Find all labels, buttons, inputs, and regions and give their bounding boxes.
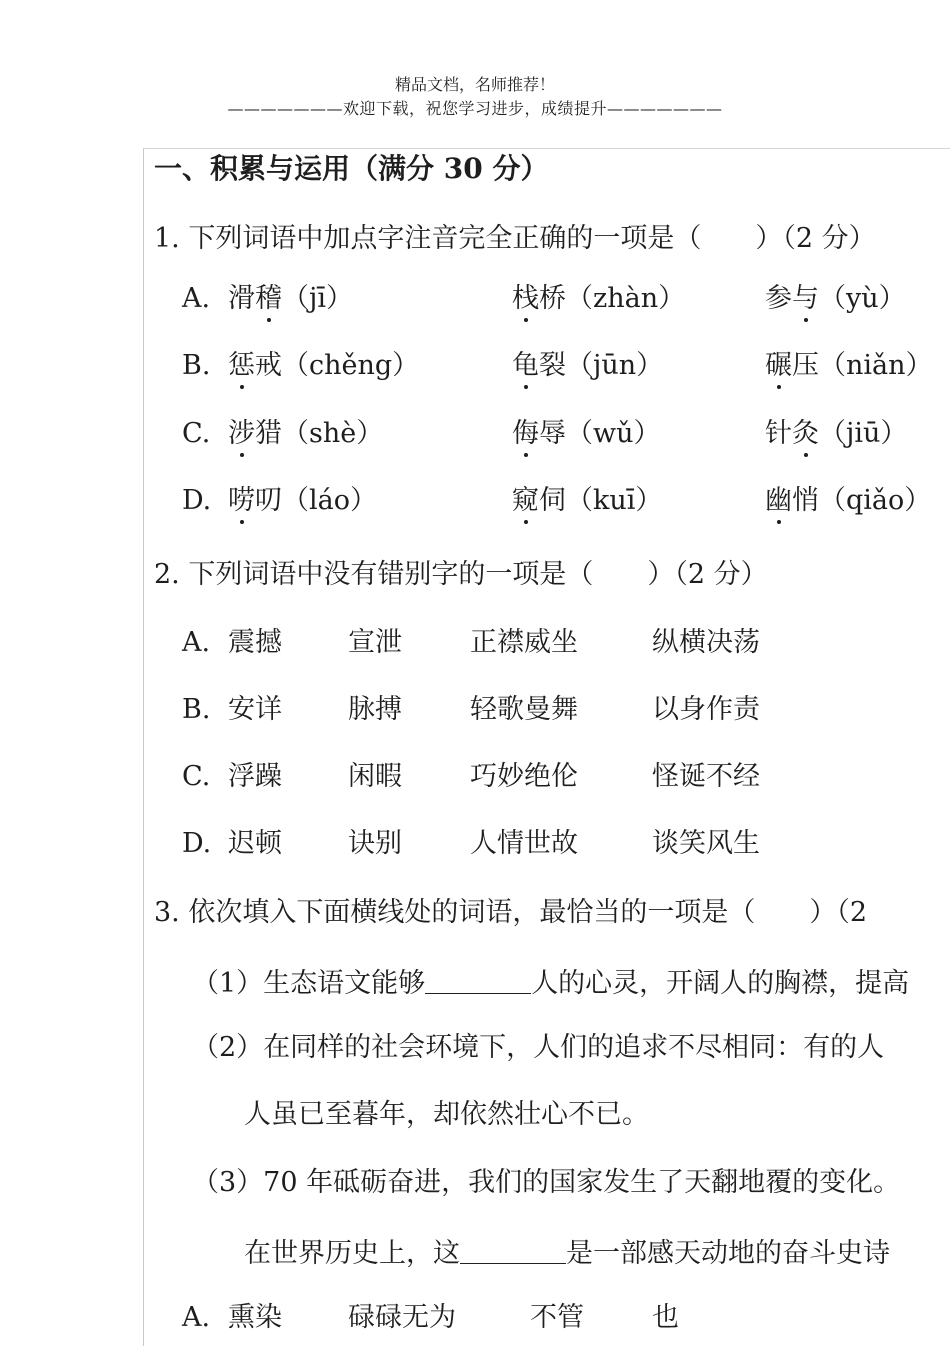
dotted-character: 唠 (228, 485, 255, 516)
option-word: 迟顿 (228, 828, 282, 859)
option-word: 震撼 (228, 627, 282, 658)
option-word: 轻歌曼舞 (470, 694, 578, 725)
question-3-sentence-2-cont: 人虽已至暮年，却依然壮心不已。 (244, 1099, 649, 1130)
term-character: 悄 (792, 485, 819, 516)
option-term (765, 487, 931, 514)
option-term (765, 352, 933, 379)
sentence-1-suffix: 人的心灵，开阔人的胸襟，提高 (531, 968, 910, 999)
dotted-character: 与 (792, 283, 819, 314)
option-letter: A. (182, 627, 211, 658)
option-term (512, 487, 662, 514)
option-letter: D. (182, 828, 212, 859)
option-word: 巧妙绝伦 (470, 761, 578, 792)
option-word: 熏染 (228, 1302, 282, 1333)
fill-blank-1[interactable] (425, 967, 531, 994)
dotted-character: 窥 (512, 485, 539, 516)
term-character: 压 (792, 350, 819, 381)
question-3-stem: 3. 依次填入下面横线处的词语，最恰当的一项是（ ）（2 (154, 897, 868, 928)
option-term (512, 352, 663, 379)
question-1-stem: 1. 下列词语中加点字注音完全正确的一项是（ ）（2 分） (154, 223, 876, 254)
pinyin: （qiǎo） (819, 485, 932, 516)
option-word: 碌碌无为 (348, 1302, 456, 1333)
option-word: 安详 (228, 694, 282, 725)
option-term (512, 420, 661, 447)
option-term (228, 487, 377, 514)
option-word: 脉搏 (348, 694, 402, 725)
pinyin: （láo） (282, 485, 377, 516)
pinyin: （niǎn） (819, 350, 933, 381)
option-term (228, 285, 353, 312)
header-promo-line: 精品文档，名师推荐！ (394, 75, 555, 94)
term-character: 伺 (539, 485, 566, 516)
option-word: 闲暇 (348, 761, 402, 792)
option-letter: D. (182, 485, 212, 516)
option-letter: C. (182, 418, 211, 449)
question-3-sentence-1 (192, 967, 909, 997)
option-term (765, 285, 906, 312)
dotted-character: 侮 (512, 418, 539, 449)
question-3-sentence-3-cont (244, 1237, 890, 1267)
term-character: 针 (765, 418, 792, 449)
sentence-3-suffix: 是一部感天动地的奋斗史诗 (566, 1238, 890, 1269)
option-word: 不管 (530, 1302, 584, 1333)
section-title: 一、积累与运用（满分 30 分） (154, 152, 549, 185)
option-letter: B. (182, 694, 211, 725)
question-3-sentence-2: （2）在同样的社会环境下，人们的追求不尽相同：有的人 (192, 1032, 885, 1063)
option-letter: C. (182, 761, 211, 792)
option-word: 浮躁 (228, 761, 282, 792)
pinyin: （chěng） (282, 350, 420, 381)
option-word: 以身作责 (652, 694, 760, 725)
term-character: 叨 (255, 485, 282, 516)
pinyin: （shè） (282, 418, 384, 449)
option-word: 怪诞不经 (652, 761, 760, 792)
dotted-character: 幽 (765, 485, 792, 516)
option-term (765, 420, 907, 447)
pinyin: （jūn） (566, 350, 664, 381)
term-character: 猎 (255, 418, 282, 449)
option-term (228, 352, 419, 379)
option-word: 谈笑风生 (652, 828, 760, 859)
dotted-character: 栈 (512, 283, 539, 314)
term-character: 滑 (228, 283, 255, 314)
pinyin: （yù） (819, 283, 906, 314)
option-word: 宣泄 (348, 627, 402, 658)
option-letter: B. (182, 350, 211, 381)
term-character: 戒 (255, 350, 282, 381)
pinyin: （zhàn） (566, 283, 686, 314)
dotted-character: 涉 (228, 418, 255, 449)
option-word: 诀别 (348, 828, 402, 859)
sentence-3-prefix: 在世界历史上，这 (244, 1238, 460, 1269)
term-character: 裂 (539, 350, 566, 381)
dotted-character: 碾 (765, 350, 792, 381)
option-word: 也 (652, 1302, 679, 1333)
pinyin: （jiū） (819, 418, 908, 449)
sentence-1-prefix: （1）生态语文能够 (192, 968, 426, 999)
option-word: 纵横决荡 (652, 627, 760, 658)
question-3-sentence-3: （3）70 年砥砺奋进，我们的国家发生了天翻地覆的变化。 (192, 1167, 901, 1198)
dotted-character: 稽 (255, 283, 282, 314)
pinyin: （kuī） (566, 485, 663, 516)
dotted-character: 灸 (792, 418, 819, 449)
dotted-character: 惩 (228, 350, 255, 381)
option-term (228, 420, 383, 447)
term-character: 参 (765, 283, 792, 314)
pinyin: （wǔ） (566, 418, 661, 449)
term-character: 辱 (539, 418, 566, 449)
term-character: 桥 (539, 283, 566, 314)
dotted-character: 龟 (512, 350, 539, 381)
question-2-stem: 2. 下列词语中没有错别字的一项是（ ）（2 分） (154, 559, 768, 590)
header-welcome-line: ———————欢迎下载，祝您学习进步，成绩提升——————— (227, 99, 723, 118)
option-letter: A. (182, 1302, 211, 1333)
option-letter: A. (182, 283, 211, 314)
document-page (143, 148, 950, 1346)
option-word: 人情世故 (470, 828, 578, 859)
fill-blank-3[interactable] (460, 1237, 566, 1264)
option-word: 正襟威坐 (470, 627, 578, 658)
pinyin: （jī） (282, 283, 354, 314)
option-term (512, 285, 685, 312)
